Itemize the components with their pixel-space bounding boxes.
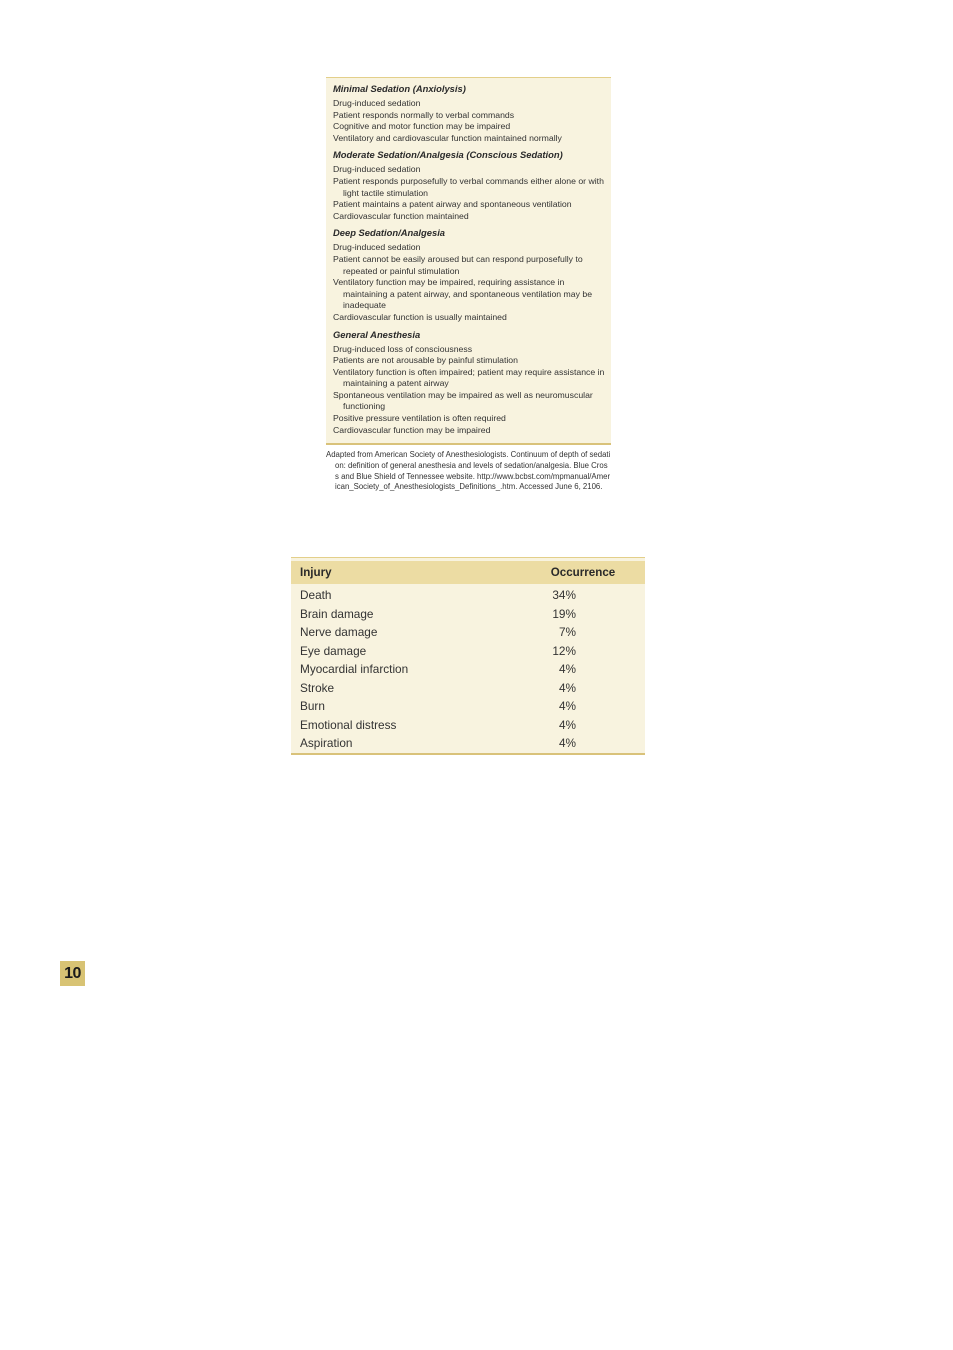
section-heading: Moderate Sedation/Analgesia (Conscious Sedation) [333, 149, 563, 161]
cell-injury: Emotional distress [300, 717, 397, 732]
section-item: Ventilatory function may be impaired, requiring assistance in maintaining a patent airway, and spontaneous ventilation may be inadequate [333, 277, 593, 311]
cell-occurrence: 34% [552, 588, 576, 603]
section-item: Patient maintains a patent airway and spontaneous ventilation [333, 199, 572, 210]
cell-occurrence: 4% [558, 717, 576, 732]
section-item: Ventilatory function is often impaired; patient may require assistance in maintaining a patent airway [333, 366, 605, 389]
section-item: Spontaneous ventilation may be impaired as well as neuromuscular functioning [333, 389, 593, 412]
table-header [291, 561, 645, 584]
cell-occurrence: 4% [558, 736, 576, 751]
section-item: Drug-induced sedation [333, 98, 421, 108]
table-row [291, 734, 645, 753]
table-row [291, 679, 645, 698]
section-heading: General Anesthesia [333, 328, 421, 340]
section-item: Patient cannot be easily aroused but can respond purposefully to repeated or painful stimulation [333, 253, 583, 276]
cell-occurrence: 4% [558, 680, 576, 695]
sedation-section-general [333, 329, 605, 437]
section-item: Drug-induced sedation [333, 242, 421, 253]
section-item: Cognitive and motor function may be impaired [333, 121, 511, 132]
cell-injury: Myocardial infarction [300, 662, 409, 677]
section-item: Cardiovascular function is usually maintained [333, 311, 507, 322]
table-row [291, 642, 645, 661]
section-item: Patients are not arousable by painful stimulation [333, 355, 518, 366]
section-items [333, 164, 605, 222]
cell-occurrence: 12% [552, 643, 576, 658]
table-row [291, 605, 645, 624]
section-item: Cardiovascular function may be impaired [333, 424, 491, 435]
cell-injury: Brain damage [300, 606, 374, 621]
header-occurrence: Occurrence [550, 566, 616, 579]
section-item: Ventilatory and cardiovascular function maintained normally [333, 132, 562, 143]
header-injury: Injury [300, 566, 332, 579]
section-heading: Deep Sedation/Analgesia [333, 227, 446, 239]
table-body [291, 584, 645, 753]
section-items [333, 98, 605, 144]
table-row [291, 716, 645, 735]
table-row [291, 697, 645, 716]
sedation-section-moderate [333, 149, 605, 222]
section-heading: Minimal Sedation (Anxiolysis) [333, 83, 466, 94]
section-item: Drug-induced loss of consciousness [333, 343, 473, 354]
cell-occurrence: 4% [558, 699, 576, 714]
sedation-source-caption: Adapted from American Society of Anesthesiologists. Continuum of depth of sedation: definition of general anesthesia and levels of sedation/analgesia. Blue Cross and Blue Shield of Tennessee website. http://www.bcbst.com/mpmanual/American_Society_of_Anesthesiologists_Definitions_.htm. Accessed June 6, 2106. [326, 450, 611, 492]
section-item: Cardiovascular function maintained [333, 210, 469, 221]
table-row [291, 623, 645, 642]
sedation-section-minimal [333, 83, 605, 144]
table-row [291, 660, 645, 679]
cell-occurrence: 7% [558, 625, 576, 640]
sedation-section-deep [333, 227, 605, 323]
cell-injury: Burn [300, 699, 325, 714]
sedation-levels-box [326, 77, 611, 445]
cell-injury: Stroke [300, 680, 335, 695]
cell-injury: Aspiration [300, 736, 353, 751]
injury-occurrence-table [291, 557, 645, 755]
cell-injury: Eye damage [300, 643, 367, 658]
section-item: Positive pressure ventilation is often required [333, 413, 506, 424]
section-items [333, 344, 605, 437]
section-item: Patient responds purposefully to verbal commands either alone or with light tactile stimulation [333, 175, 604, 198]
section-item: Drug-induced sedation [333, 164, 421, 175]
section-item: Patient responds normally to verbal commands [333, 109, 515, 120]
cell-injury: Nerve damage [300, 625, 378, 640]
table-row [291, 586, 645, 605]
cell-occurrence: 19% [552, 606, 576, 621]
cell-injury: Death [300, 588, 332, 603]
cell-occurrence: 4% [558, 662, 576, 677]
page-number-badge: 10 [60, 961, 85, 986]
section-items [333, 242, 605, 323]
